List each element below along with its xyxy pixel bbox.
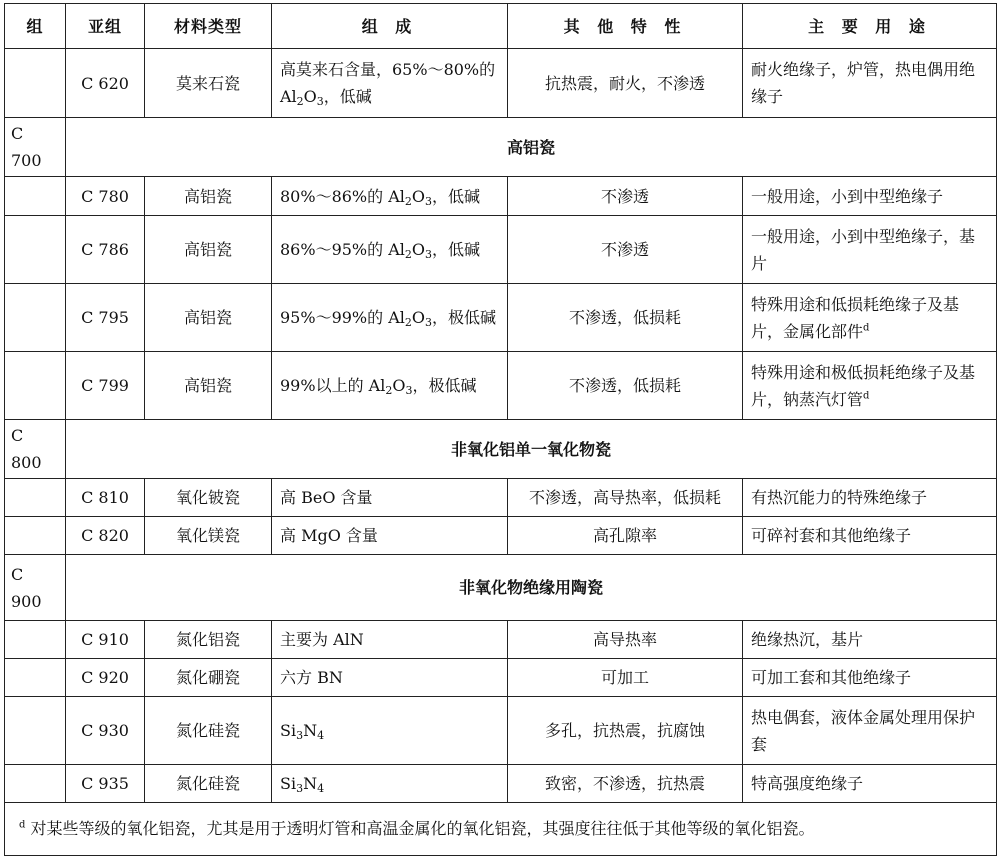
subgroup-cell: C 780	[66, 177, 145, 216]
footnote-marker: d	[19, 819, 26, 831]
properties-cell: 不渗透，高导热率，低损耗	[508, 479, 743, 517]
footnote-row	[5, 803, 997, 856]
header-main-use: 主 要 用 途	[743, 4, 997, 49]
use-cell: 特殊用途和极低损耗绝缘子及基片，钠蒸汽灯管$^d$	[743, 352, 997, 420]
subgroup-cell: C 810	[66, 479, 145, 517]
properties-cell: 不渗透	[508, 177, 743, 216]
composition-cell: 高莫来石含量，65%～80%的 $Al_2O_3$，低碱	[272, 49, 508, 118]
properties-cell: 高孔隙率	[508, 517, 743, 555]
table-row	[5, 765, 997, 803]
group-cell: C 700	[5, 118, 66, 177]
table-row	[5, 49, 997, 118]
material-type-cell: 高铝瓷	[145, 216, 272, 284]
properties-cell: 不渗透，低损耗	[508, 284, 743, 352]
use-cell: 耐火绝缘子，炉管，热电偶用绝缘子	[743, 49, 997, 118]
table-row	[5, 177, 997, 216]
subgroup-cell: C 795	[66, 284, 145, 352]
composition-cell: $Si_3N_4$	[272, 697, 508, 765]
subgroup-cell: C 799	[66, 352, 145, 420]
group-cell: C 800	[5, 420, 66, 479]
table-row	[5, 352, 997, 420]
table-row	[5, 659, 997, 697]
material-type-cell: 氧化镁瓷	[145, 517, 272, 555]
section-title: 高铝瓷	[66, 118, 997, 177]
material-type-cell: 氮化铝瓷	[145, 621, 272, 659]
composition-cell: $Si_3N_4$	[272, 765, 508, 803]
properties-cell: 抗热震，耐火，不渗透	[508, 49, 743, 118]
subgroup-cell: C 930	[66, 697, 145, 765]
section-row	[5, 118, 997, 177]
composition-cell: 六方 BN	[272, 659, 508, 697]
subgroup-cell: C 920	[66, 659, 145, 697]
use-cell: 可加工套和其他绝缘子	[743, 659, 997, 697]
header-material-type: 材料类型	[145, 4, 272, 49]
subgroup-cell: C 786	[66, 216, 145, 284]
properties-cell: 高导热率	[508, 621, 743, 659]
material-type-cell: 高铝瓷	[145, 177, 272, 216]
header-other-properties: 其 他 特 性	[508, 4, 743, 49]
table-row	[5, 216, 997, 284]
header-row	[5, 4, 997, 49]
use-cell: 可碎衬套和其他绝缘子	[743, 517, 997, 555]
use-cell: 热电偶套，液体金属处理用保护套	[743, 697, 997, 765]
use-cell: 特高强度绝缘子	[743, 765, 997, 803]
use-cell: 一般用途，小到中型绝缘子，基片	[743, 216, 997, 284]
material-type-cell: 氮化硅瓷	[145, 697, 272, 765]
section-row	[5, 555, 997, 621]
footnote	[5, 803, 997, 856]
footnote-marker: d	[863, 390, 870, 402]
composition-cell: 80%～86%的 $Al_2O_3$，低碱	[272, 177, 508, 216]
section-row	[5, 420, 997, 479]
ceramic-materials-table	[4, 3, 997, 856]
use-cell: 绝缘热沉，基片	[743, 621, 997, 659]
header-subgroup: 亚组	[66, 4, 145, 49]
table-row	[5, 284, 997, 352]
table-row	[5, 517, 997, 555]
footnote-text: 对某些等级的氧化铝瓷，尤其是用于透明灯管和高温金属化的氧化铝瓷，其强度往往低于其他等级的氧化铝瓷。	[30, 819, 815, 838]
properties-cell: 可加工	[508, 659, 743, 697]
table-row	[5, 621, 997, 659]
material-type-cell: 高铝瓷	[145, 284, 272, 352]
composition-cell: 高 MgO 含量	[272, 517, 508, 555]
use-cell: 特殊用途和低损耗绝缘子及基片，金属化部件$^d$	[743, 284, 997, 352]
composition-cell: 86%～95%的 $Al_2O_3$，低碱	[272, 216, 508, 284]
table-row	[5, 479, 997, 517]
material-type-cell: 氮化硅瓷	[145, 765, 272, 803]
composition-cell: 主要为 AlN	[272, 621, 508, 659]
composition-cell: 高 BeO 含量	[272, 479, 508, 517]
composition-cell: 99%以上的 $Al_2O_3$，极低碱	[272, 352, 508, 420]
material-type-cell: 高铝瓷	[145, 352, 272, 420]
material-type-cell: 氮化硼瓷	[145, 659, 272, 697]
material-type-cell: 氧化铍瓷	[145, 479, 272, 517]
header-composition: 组 成	[272, 4, 508, 49]
material-type-cell: 莫来石瓷	[145, 49, 272, 118]
table-row	[5, 697, 997, 765]
subgroup-cell: C 620	[66, 49, 145, 118]
composition-cell: 95%～99%的 $Al_2O_3$，极低碱	[272, 284, 508, 352]
group-cell: C 900	[5, 555, 66, 621]
properties-cell: 致密，不渗透，抗热震	[508, 765, 743, 803]
footnote-marker: d	[863, 322, 870, 334]
subgroup-cell: C 935	[66, 765, 145, 803]
use-cell: 有热沉能力的特殊绝缘子	[743, 479, 997, 517]
subgroup-cell: C 820	[66, 517, 145, 555]
use-cell: 一般用途，小到中型绝缘子	[743, 177, 997, 216]
properties-cell: 不渗透，低损耗	[508, 352, 743, 420]
properties-cell: 多孔，抗热震，抗腐蚀	[508, 697, 743, 765]
section-title: 非氧化物绝缘用陶瓷	[66, 555, 997, 621]
properties-cell: 不渗透	[508, 216, 743, 284]
section-title: 非氧化铝单一氧化物瓷	[66, 420, 997, 479]
subgroup-cell: C 910	[66, 621, 145, 659]
header-group: 组	[5, 4, 66, 49]
